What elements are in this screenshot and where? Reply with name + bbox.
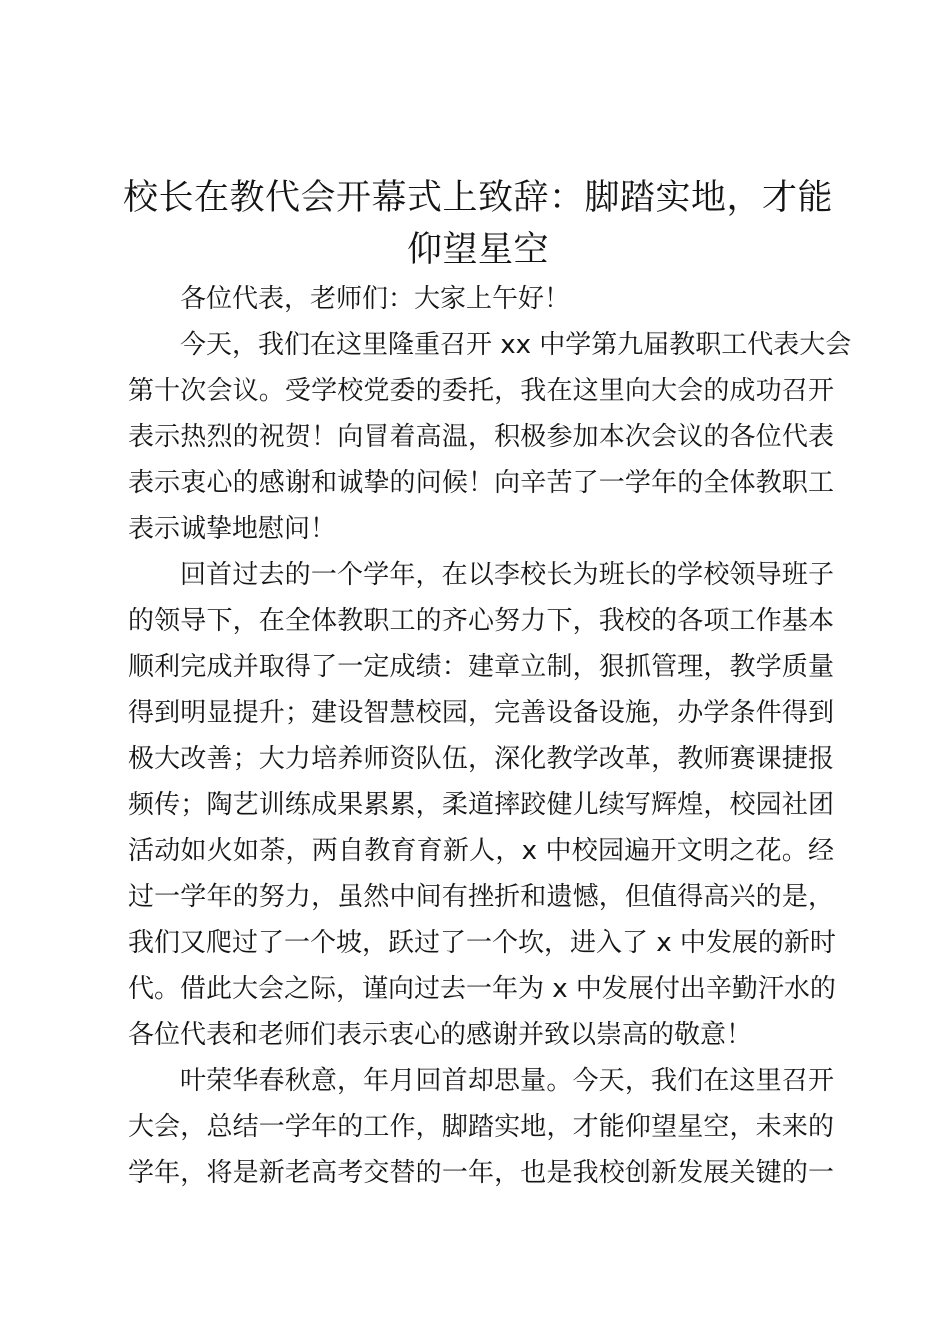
paragraph-2-line-1: 回首过去的一个学年，在以李校长为班长的学校领导班子 <box>180 560 834 590</box>
paragraph-3-line-2: 大会，总结一学年的工作，脚踏实地，才能仰望星空，未来的 <box>128 1112 834 1142</box>
paragraph-2-line-8: 过一学年的努力，虽然中间有挫折和遗憾，但值得高兴的是， <box>128 882 834 912</box>
paragraph-1-line-2: 第十次会议。受学校党委的委托，我在这里向大会的成功召开 <box>128 376 834 406</box>
greeting-line: 各位代表，老师们：大家上午好！ <box>180 284 571 314</box>
paragraph-2-line-6: 频传；陶艺训练成果累累，柔道摔跤健儿续写辉煌，校园社团 <box>128 790 834 820</box>
paragraph-2-line-4: 得到明显提升；建设智慧校园，完善设备设施，办学条件得到 <box>128 698 834 728</box>
paragraph-2-line-9: 我们又爬过了一个坡，跃过了一个坎，进入了 x 中发展的新时 <box>128 928 836 958</box>
paragraph-1-line-3: 表示热烈的祝贺！向冒着高温，积极参加本次会议的各位代表 <box>128 422 834 452</box>
paragraph-1-line-4: 表示衷心的感谢和诚挚的问候！向辛苦了一学年的全体教职工 <box>128 468 834 498</box>
paragraph-3-line-3: 学年，将是新老高考交替的一年，也是我校创新发展关键的一 <box>128 1158 834 1188</box>
paragraph-1-line-1: 今天，我们在这里隆重召开 xx 中学第九届教职工代表大会 <box>180 330 852 360</box>
paragraph-2-line-10: 代。借此大会之际，谨向过去一年为 x 中发展付出辛勤汗水的 <box>128 974 836 1004</box>
paragraph-1-line-5: 表示诚挚地慰问！ <box>128 514 337 544</box>
paragraph-2-line-2: 的领导下，在全体教职工的齐心努力下，我校的各项工作基本 <box>128 606 834 636</box>
paragraph-2-line-11: 各位代表和老师们表示衷心的感谢并致以崇高的敬意！ <box>128 1020 753 1050</box>
paragraph-2-line-5: 极大改善；大力培养师资队伍，深化教学改革，教师赛课捷报 <box>128 744 834 774</box>
paragraph-3-line-1: 叶荣华春秋意，年月回首却思量。今天，我们在这里召开 <box>180 1066 834 1096</box>
document-title: 校长在教代会开幕式上致辞：脚踏实地，才能仰望星空 <box>122 178 833 270</box>
paragraph-2-line-3: 顺利完成并取得了一定成绩：建章立制，狠抓管理，教学质量 <box>128 652 834 682</box>
paragraph-2-line-7: 活动如火如荼，两自教育育新人，x 中校园遍开文明之花。经 <box>128 836 834 866</box>
